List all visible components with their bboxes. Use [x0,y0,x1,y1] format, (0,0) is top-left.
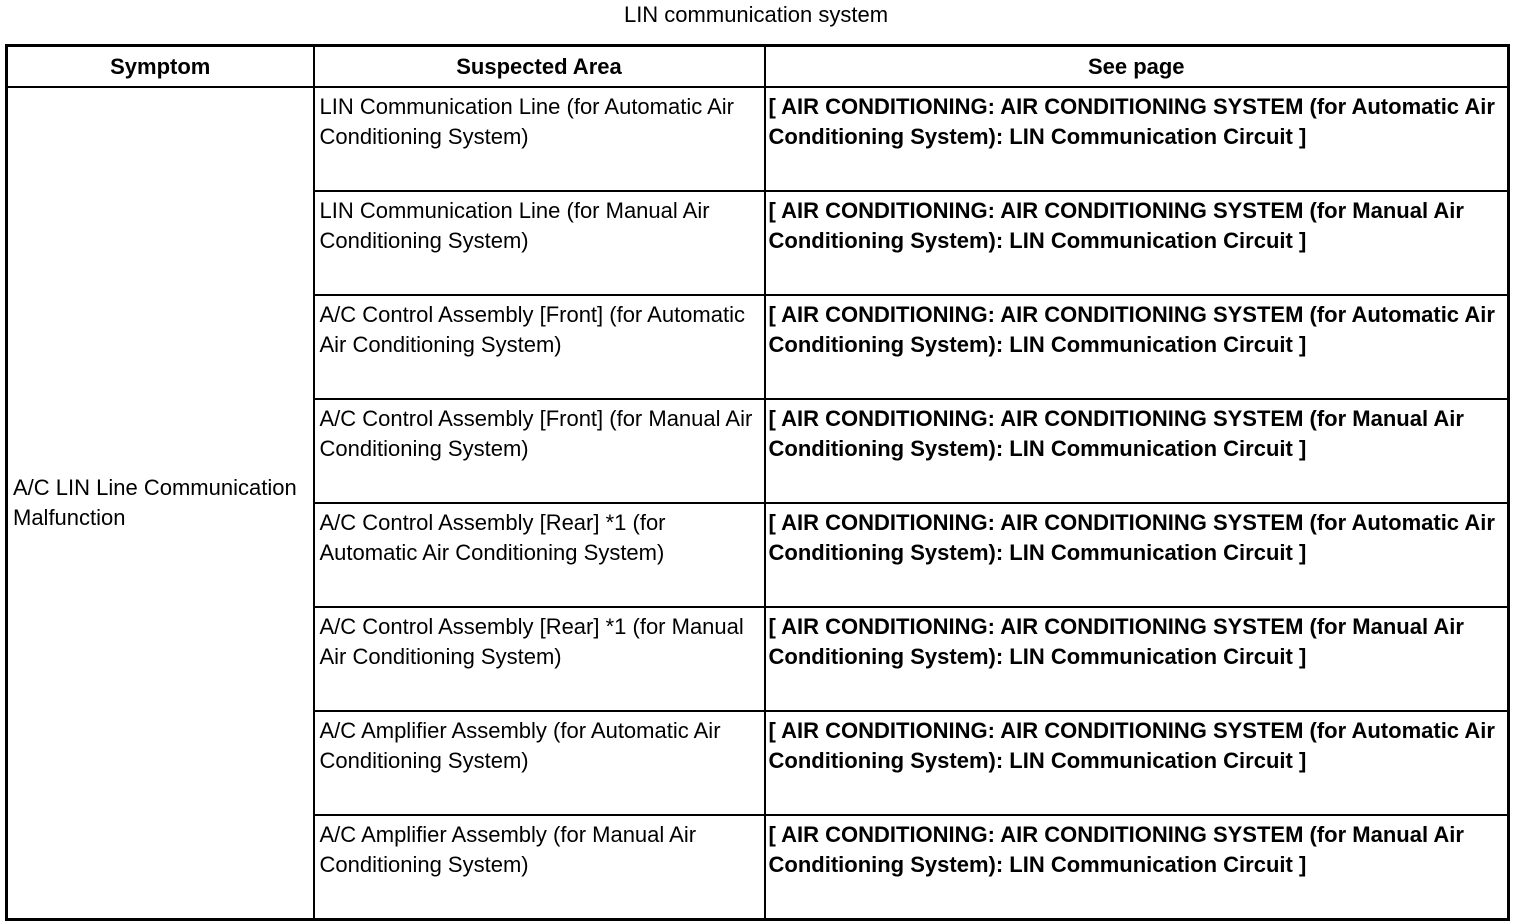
suspected-area-cell: A/C Control Assembly [Rear] *1 (for Manual Air Conditioning System) [314,607,765,711]
lin-communication-table [5,44,1510,921]
suspected-area-cell: A/C Amplifier Assembly (for Automatic Air Conditioning System) [314,711,765,815]
header-symptom: Symptom [7,46,314,88]
see-page-link[interactable]: [ AIR CONDITIONING: AIR CONDITIONING SYSTEM (for Manual Air Conditioning System): LIN Communication Circuit ] [765,815,1509,920]
see-page-link[interactable]: [ AIR CONDITIONING: AIR CONDITIONING SYSTEM (for Automatic Air Conditioning System): LIN Communication Circuit ] [765,503,1509,607]
see-page-link[interactable]: [ AIR CONDITIONING: AIR CONDITIONING SYSTEM (for Manual Air Conditioning System): LIN Communication Circuit ] [765,191,1509,295]
table-row [7,87,1509,191]
see-page-link[interactable]: [ AIR CONDITIONING: AIR CONDITIONING SYSTEM (for Manual Air Conditioning System): LIN Communication Circuit ] [765,399,1509,503]
header-see-page: See page [765,46,1509,88]
suspected-area-cell: LIN Communication Line (for Automatic Air Conditioning System) [314,87,765,191]
symptom-cell: A/C LIN Line Communication Malfunction [7,87,314,920]
suspected-area-cell: A/C Amplifier Assembly (for Manual Air Conditioning System) [314,815,765,920]
suspected-area-cell: LIN Communication Line (for Manual Air Conditioning System) [314,191,765,295]
table-header-row [7,46,1509,88]
see-page-link[interactable]: [ AIR CONDITIONING: AIR CONDITIONING SYSTEM (for Manual Air Conditioning System): LIN Communication Circuit ] [765,607,1509,711]
see-page-link[interactable]: [ AIR CONDITIONING: AIR CONDITIONING SYSTEM (for Automatic Air Conditioning System): LIN Communication Circuit ] [765,711,1509,815]
suspected-area-cell: A/C Control Assembly [Front] (for Manual Air Conditioning System) [314,399,765,503]
header-suspected-area: Suspected Area [314,46,765,88]
see-page-link[interactable]: [ AIR CONDITIONING: AIR CONDITIONING SYSTEM (for Automatic Air Conditioning System): LIN Communication Circuit ] [765,87,1509,191]
suspected-area-cell: A/C Control Assembly [Rear] *1 (for Automatic Air Conditioning System) [314,503,765,607]
table-caption: LIN communication system [623,2,889,27]
see-page-link[interactable]: [ AIR CONDITIONING: AIR CONDITIONING SYSTEM (for Automatic Air Conditioning System): LIN Communication Circuit ] [765,295,1509,399]
suspected-area-cell: A/C Control Assembly [Front] (for Automatic Air Conditioning System) [314,295,765,399]
